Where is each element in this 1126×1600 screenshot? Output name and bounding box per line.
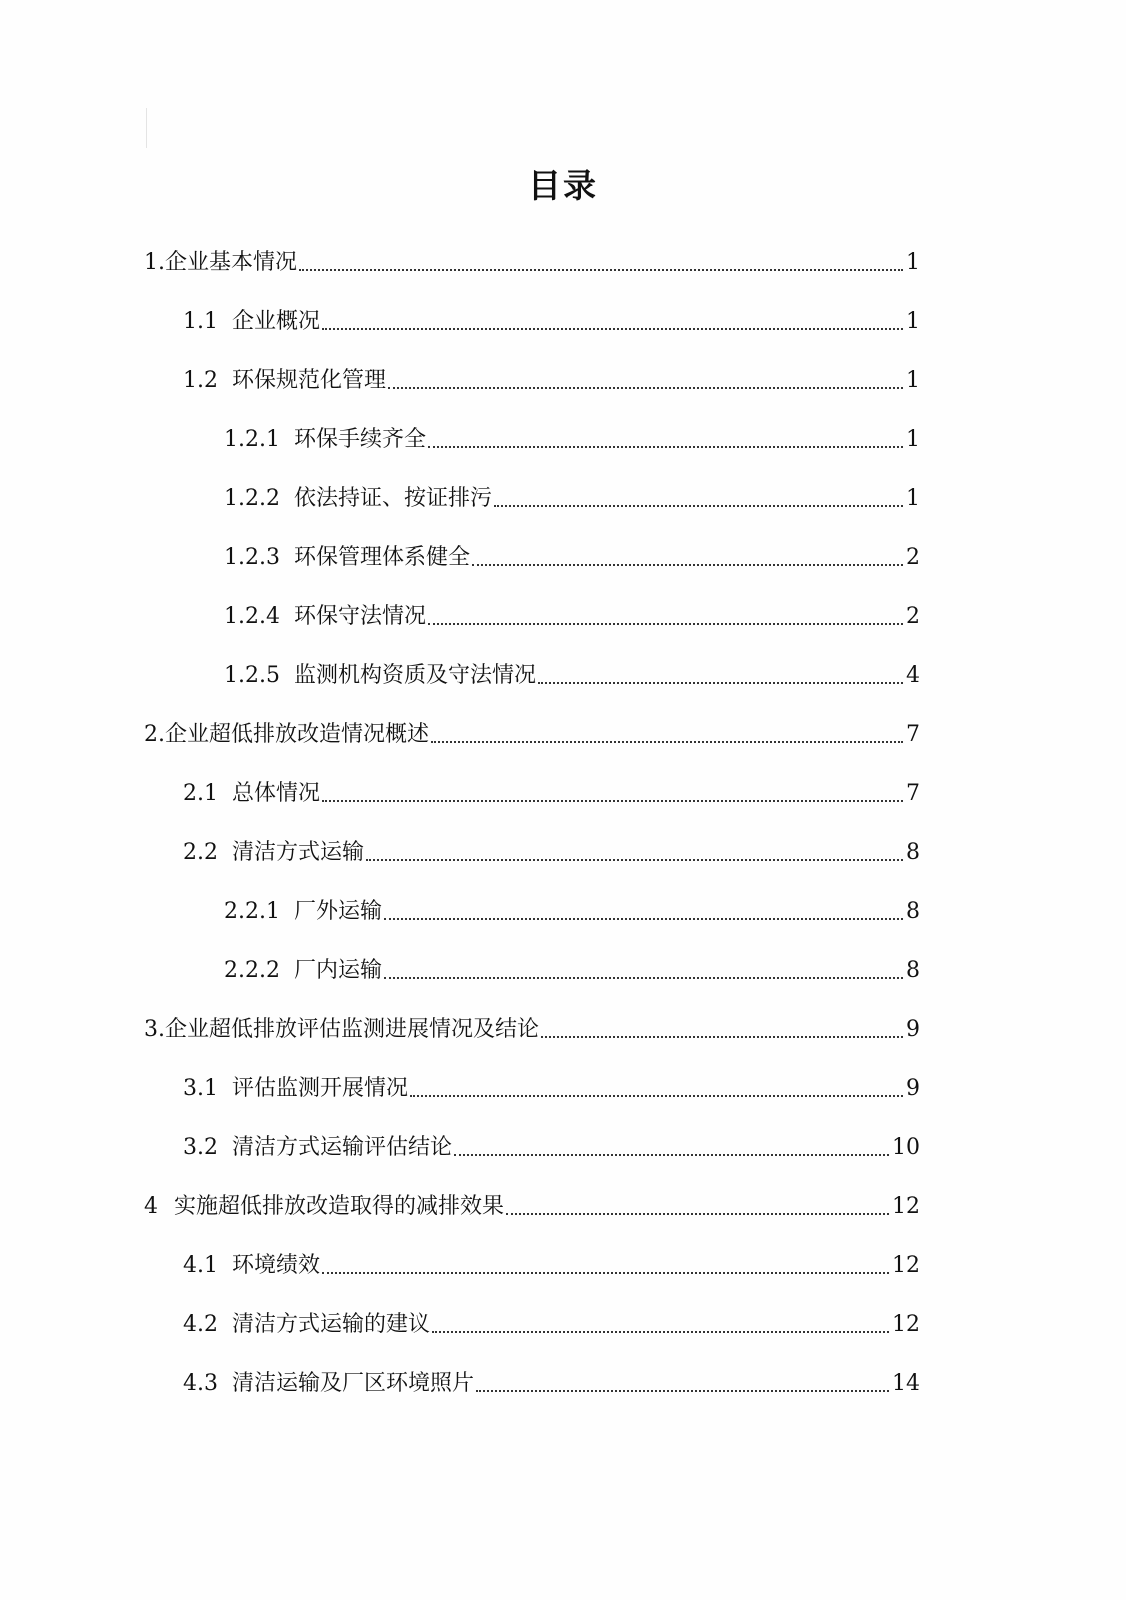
toc-entry-heading	[224, 425, 426, 455]
toc-page-number: 14	[892, 1371, 920, 1396]
toc-dot-leader	[428, 446, 903, 448]
toc-dot-leader	[384, 977, 903, 979]
toc-entry[interactable]	[0, 577, 1126, 636]
toc-entry-number: 4.1	[183, 1253, 218, 1278]
toc-dot-leader	[432, 1331, 889, 1333]
toc-title: 目录	[528, 166, 598, 205]
toc-entry-heading	[183, 838, 364, 868]
toc-entry-heading	[144, 248, 297, 278]
toc-page-number: 2	[906, 604, 920, 629]
toc-entry[interactable]	[0, 518, 1126, 577]
toc-page-number: 7	[906, 722, 920, 747]
toc-entry-heading	[224, 956, 382, 986]
toc-entry-heading	[183, 307, 320, 337]
toc-entry[interactable]	[0, 341, 1126, 400]
toc-entry-number: 1.2	[183, 368, 218, 393]
toc-entry-number: 2.1	[183, 781, 218, 806]
toc-page-number: 7	[906, 781, 920, 806]
toc-entry-label: 企业概况	[232, 309, 321, 334]
toc-entry[interactable]	[0, 1285, 1126, 1344]
toc-entry-heading	[183, 1310, 430, 1340]
toc-page-number: 1	[906, 250, 920, 275]
toc-entry-number: 3.2	[183, 1135, 218, 1160]
toc-entry-label: 环保规范化管理	[232, 368, 387, 393]
toc-entry-number: 3.1	[183, 1076, 218, 1101]
toc-entry[interactable]	[0, 1049, 1126, 1108]
toc-dot-leader	[538, 682, 903, 684]
toc-entry[interactable]	[0, 754, 1126, 813]
toc-entry-heading	[144, 720, 429, 750]
toc-entry[interactable]	[0, 459, 1126, 518]
toc-page-number: 8	[906, 958, 920, 983]
toc-dot-leader	[384, 918, 903, 920]
toc-entry-number: 1.	[144, 250, 165, 275]
toc-dot-leader	[472, 564, 903, 566]
toc-dot-leader	[410, 1095, 903, 1097]
toc-page-number: 4	[906, 663, 920, 688]
toc-dot-leader	[476, 1390, 889, 1392]
toc-entry-label: 环保守法情况	[293, 604, 426, 629]
toc-entry-heading	[183, 1074, 408, 1104]
toc-entry-heading	[183, 1251, 320, 1281]
toc-entry-heading	[183, 366, 386, 396]
toc-page-number: 1	[906, 309, 920, 334]
toc-entry-label: 企业基本情况	[165, 250, 298, 275]
toc-page-number: 9	[906, 1076, 920, 1101]
scan-mark	[146, 108, 147, 148]
toc-entry-heading	[144, 1192, 504, 1222]
toc-entry-number: 2.2	[183, 840, 218, 865]
toc-entry-label: 监测机构资质及守法情况	[293, 663, 536, 688]
toc-page-number: 1	[906, 368, 920, 393]
toc-entry-label: 企业超低排放评估监测进展情况及结论	[165, 1017, 540, 1042]
toc-entry-number: 1.2.3	[224, 545, 280, 570]
toc-entry[interactable]	[0, 223, 1126, 282]
toc-page-number: 12	[892, 1312, 920, 1337]
toc-entry-number: 1.2.5	[224, 663, 280, 688]
toc-dot-leader	[366, 859, 903, 861]
toc-page-number: 2	[906, 545, 920, 570]
toc-page-number: 12	[892, 1194, 920, 1219]
toc-entry-label: 清洁方式运输评估结论	[232, 1135, 453, 1160]
toc-entry[interactable]	[0, 695, 1126, 754]
toc-entry-heading	[224, 661, 536, 691]
toc-entry-number: 1.2.2	[224, 486, 280, 511]
toc-entry-number: 2.	[144, 722, 165, 747]
toc-entry-number: 4.3	[183, 1371, 218, 1396]
toc-page-number: 12	[892, 1253, 920, 1278]
toc-entry[interactable]	[0, 1167, 1126, 1226]
toc-entry-label: 清洁方式运输	[232, 840, 365, 865]
toc-entry-label: 清洁运输及厂区环境照片	[232, 1371, 475, 1396]
toc-entry[interactable]	[0, 400, 1126, 459]
toc-entry-number: 2.2.2	[224, 958, 280, 983]
toc-entry[interactable]	[0, 931, 1126, 990]
toc-dot-leader	[494, 505, 903, 507]
toc-entry-label: 评估监测开展情况	[232, 1076, 409, 1101]
toc-dot-leader	[431, 741, 903, 743]
toc-entry[interactable]	[0, 636, 1126, 695]
toc-entry-label: 厂内运输	[293, 958, 382, 983]
toc-entry-label: 厂外运输	[293, 899, 382, 924]
toc-entry-label: 环保管理体系健全	[293, 545, 470, 570]
toc-dot-leader	[506, 1213, 889, 1215]
toc-entry-label: 总体情况	[232, 781, 321, 806]
toc-entry-number: 1.2.1	[224, 427, 280, 452]
toc-entry-heading	[183, 1369, 474, 1399]
toc-page-number: 10	[892, 1135, 920, 1160]
toc-entry-number: 4	[144, 1194, 158, 1219]
toc-dot-leader	[388, 387, 903, 389]
toc-entry-label: 依法持证、按证排污	[293, 486, 492, 511]
toc-entry[interactable]	[0, 282, 1126, 341]
toc-page-number: 8	[906, 840, 920, 865]
toc-entry-heading	[224, 602, 426, 632]
toc-entry-number: 1.2.4	[224, 604, 280, 629]
toc-dot-leader	[299, 269, 903, 271]
toc-page-number: 8	[906, 899, 920, 924]
toc-page-number: 1	[906, 486, 920, 511]
toc-entry-number: 4.2	[183, 1312, 218, 1337]
toc-page-number: 1	[906, 427, 920, 452]
toc-entry-label: 清洁方式运输的建议	[232, 1312, 431, 1337]
toc-entry[interactable]	[0, 1344, 1126, 1403]
toc-page-number: 9	[906, 1017, 920, 1042]
toc-entry-heading	[224, 484, 492, 514]
toc-entry-label: 企业超低排放改造情况概述	[165, 722, 430, 747]
toc-entry[interactable]	[0, 1108, 1126, 1167]
toc-dot-leader	[541, 1036, 903, 1038]
toc-entry-heading	[183, 1133, 452, 1163]
toc-dot-leader	[322, 800, 903, 802]
toc-entry[interactable]	[0, 813, 1126, 872]
toc-entry-heading	[144, 1015, 539, 1045]
toc-dot-leader	[454, 1154, 889, 1156]
toc-entry-label: 环保手续齐全	[293, 427, 426, 452]
toc-entry[interactable]	[0, 1226, 1126, 1285]
toc-entry-heading	[224, 543, 470, 573]
toc-entry-number: 2.2.1	[224, 899, 280, 924]
toc-entry-label: 实施超低排放改造取得的减排效果	[174, 1194, 505, 1219]
toc-entry-heading	[183, 779, 320, 809]
toc-list	[0, 223, 1126, 1403]
toc-entry-heading	[224, 897, 382, 927]
toc-entry-label: 环境绩效	[232, 1253, 321, 1278]
toc-dot-leader	[322, 1272, 889, 1274]
toc-dot-leader	[322, 328, 903, 330]
toc-entry-number: 3.	[144, 1017, 165, 1042]
toc-dot-leader	[428, 623, 903, 625]
toc-entry[interactable]	[0, 990, 1126, 1049]
toc-entry-number: 1.1	[183, 309, 218, 334]
toc-entry[interactable]	[0, 872, 1126, 931]
